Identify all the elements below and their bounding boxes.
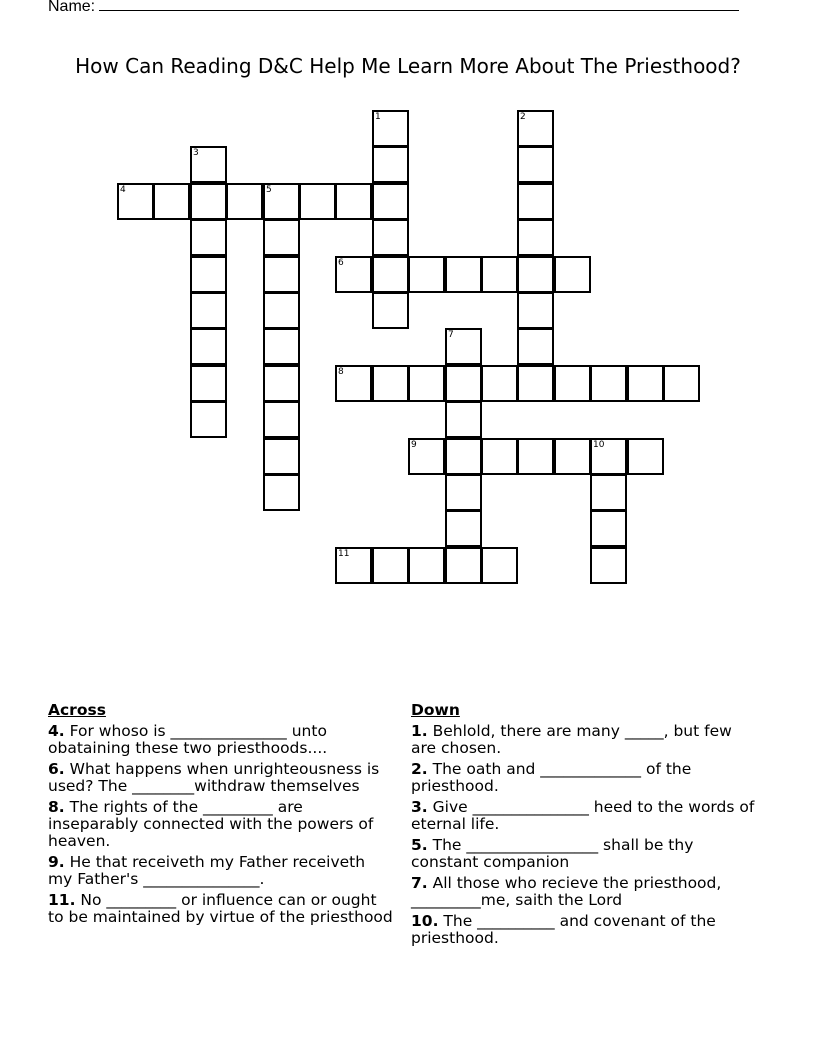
crossword-cell[interactable] [263, 292, 300, 329]
crossword-cell[interactable] [517, 256, 554, 293]
crossword-cell[interactable] [372, 219, 409, 256]
crossword-cell[interactable] [517, 438, 554, 475]
crossword-cell[interactable] [190, 219, 227, 256]
crossword-cell[interactable] [481, 438, 518, 475]
crossword-cell[interactable] [445, 401, 482, 438]
crossword-cell[interactable] [263, 474, 300, 511]
crossword-cell[interactable] [445, 547, 482, 584]
crossword-cell[interactable] [517, 183, 554, 220]
name-label: Name: [48, 0, 96, 15]
crossword-cell[interactable] [190, 365, 227, 402]
crossword-cell[interactable] [590, 474, 627, 511]
clue-number: 3 [193, 148, 199, 158]
crossword-cell[interactable] [445, 365, 482, 402]
across-clues [48, 702, 393, 930]
crossword-cell[interactable] [445, 328, 482, 365]
crossword-cell[interactable] [190, 146, 227, 183]
crossword-cell[interactable] [445, 510, 482, 547]
crossword-cell[interactable] [190, 401, 227, 438]
crossword-cell[interactable] [190, 328, 227, 365]
clue-number: 10 [593, 440, 605, 450]
clue-down-5: 5. The _________________ shall be thy constant companion [411, 836, 694, 871]
crossword-cell[interactable] [153, 183, 190, 220]
clue-number: 2 [520, 112, 526, 122]
crossword-cell[interactable] [263, 401, 300, 438]
crossword-cell[interactable] [117, 183, 154, 220]
clue-number: 4 [120, 185, 126, 195]
down-heading: Down [411, 701, 460, 719]
crossword-cell[interactable] [226, 183, 263, 220]
crossword-cell[interactable] [517, 146, 554, 183]
crossword-cell[interactable] [481, 256, 518, 293]
crossword-cell[interactable] [372, 146, 409, 183]
clue-down-3: 3. Give _______________ heed to the words of eternal life. [411, 798, 755, 833]
clue-number: 9 [411, 440, 417, 450]
crossword-cell[interactable] [445, 438, 482, 475]
crossword-cell[interactable] [263, 219, 300, 256]
clue-number: 11 [338, 549, 350, 559]
crossword-cell[interactable] [372, 256, 409, 293]
clue-number: 6 [338, 258, 344, 268]
crossword-cell[interactable] [190, 183, 227, 220]
crossword-cell[interactable] [481, 365, 518, 402]
crossword-cell[interactable] [445, 256, 482, 293]
crossword-cell[interactable] [663, 365, 700, 402]
crossword-cell[interactable] [372, 547, 409, 584]
clue-number: 8 [338, 367, 344, 377]
clue-down-1: 1. Behlold, there are many _____, but few are chosen. [411, 722, 732, 757]
crossword-cell[interactable] [627, 365, 664, 402]
crossword-cell[interactable] [408, 547, 445, 584]
clue-number: 1 [375, 112, 381, 122]
crossword-cell[interactable] [554, 365, 591, 402]
across-heading: Across [48, 701, 106, 719]
crossword-cell[interactable] [554, 256, 591, 293]
crossword-cell[interactable] [263, 256, 300, 293]
clue-across-4: 4. For whoso is _______________ unto obataining these two priesthoods.... [48, 722, 328, 757]
clue-down-7: 7. All those who recieve the priesthood, _________me, saith the Lord [411, 874, 722, 909]
crossword-cell[interactable] [263, 365, 300, 402]
crossword-cell[interactable] [590, 510, 627, 547]
crossword-cell[interactable] [335, 547, 372, 584]
crossword-cell[interactable] [481, 547, 518, 584]
crossword-cell[interactable] [335, 256, 372, 293]
crossword-cell[interactable] [263, 438, 300, 475]
crossword-cell[interactable] [517, 110, 554, 147]
crossword-cell[interactable] [517, 365, 554, 402]
crossword-cell[interactable] [408, 438, 445, 475]
crossword-cell[interactable] [590, 547, 627, 584]
clue-down-10: 10. The __________ and covenant of the priesthood. [411, 912, 716, 947]
crossword-cell[interactable] [517, 292, 554, 329]
crossword-cell[interactable] [590, 365, 627, 402]
crossword-cell[interactable] [299, 183, 336, 220]
crossword-cell[interactable] [190, 256, 227, 293]
clue-number: 7 [448, 330, 454, 340]
crossword-cell[interactable] [517, 219, 554, 256]
crossword-cell[interactable] [590, 438, 627, 475]
crossword-cell[interactable] [554, 438, 591, 475]
crossword-cell[interactable] [445, 474, 482, 511]
clue-across-9: 9. He that receiveth my Father receiveth my Father's _______________. [48, 853, 366, 888]
crossword-cell[interactable] [263, 328, 300, 365]
crossword-cell[interactable] [627, 438, 664, 475]
clue-across-6: 6. What happens when unrighteousness is used? The ________withdraw themselves [48, 760, 380, 795]
page-title: How Can Reading D&C Help Me Learn More About The Priesthood? [75, 54, 741, 78]
down-clues [411, 702, 756, 951]
crossword-cell[interactable] [408, 256, 445, 293]
crossword-cell[interactable] [408, 365, 445, 402]
clue-down-2: 2. The oath and _____________ of the priesthood. [411, 760, 692, 795]
crossword-cell[interactable] [190, 292, 227, 329]
crossword-cell[interactable] [335, 365, 372, 402]
crossword-cell[interactable] [372, 183, 409, 220]
crossword-cell[interactable] [335, 183, 372, 220]
crossword-cell[interactable] [263, 183, 300, 220]
crossword-cell[interactable] [517, 328, 554, 365]
clue-across-11: 11. No _________ or influence can or ought to be maintained by virtue of the priesthood [48, 891, 393, 926]
clue-across-8: 8. The rights of the _________ are inseparably connected with the powers of heaven. [48, 798, 374, 850]
clue-number: 5 [266, 185, 272, 195]
crossword-cell[interactable] [372, 292, 409, 329]
crossword-cell[interactable] [372, 365, 409, 402]
crossword-cell[interactable] [372, 110, 409, 147]
